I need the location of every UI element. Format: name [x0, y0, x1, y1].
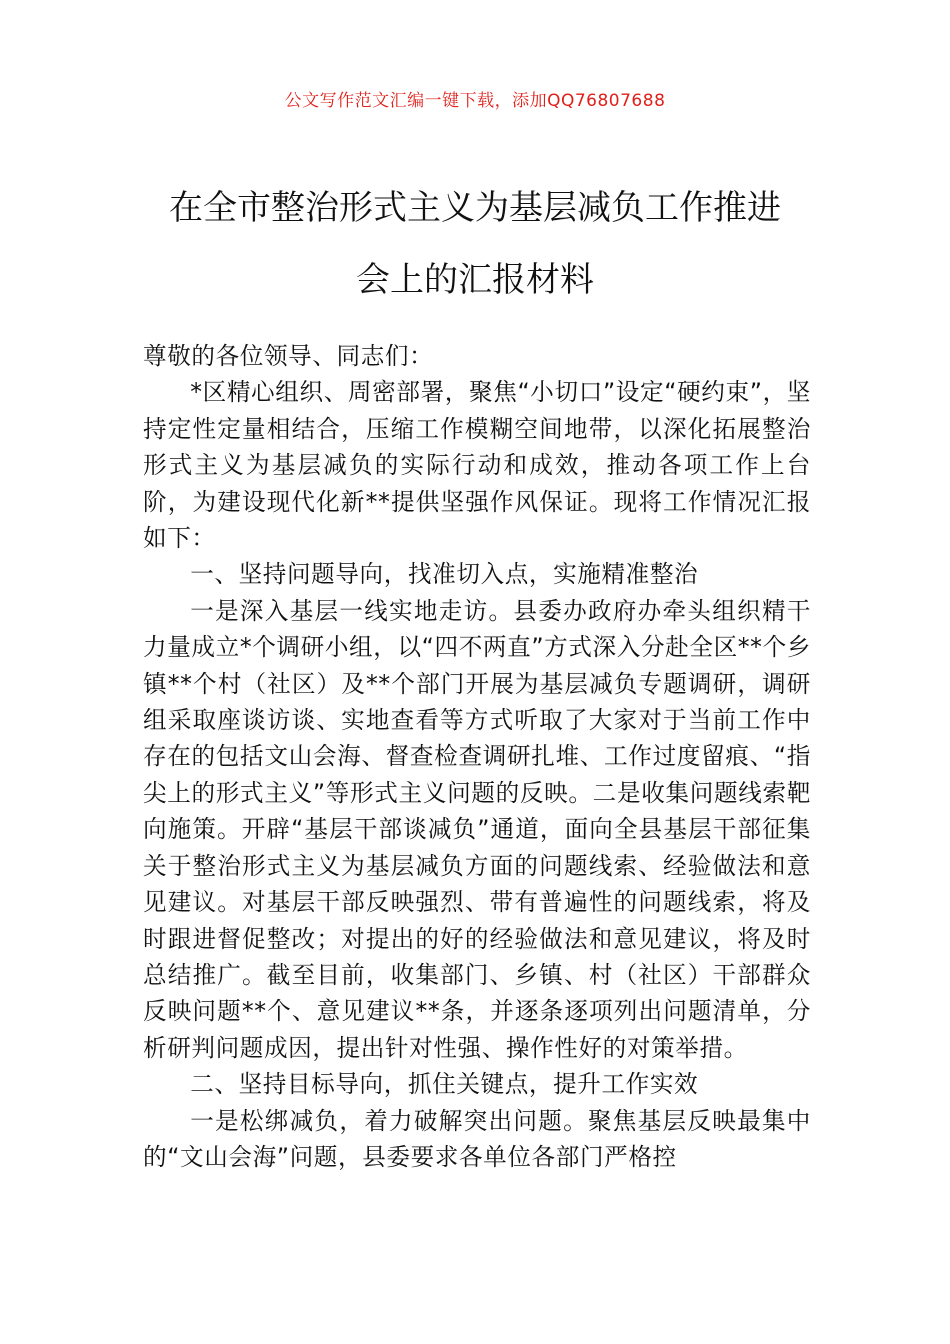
section-heading-2: 二、坚持目标导向，抓住关键点，提升工作实效	[190, 1070, 699, 1099]
section-heading-1: 一、坚持问题导向，找准切入点，实施精准整治	[190, 560, 699, 589]
salutation: 尊敬的各位领导、同志们：	[143, 342, 434, 370]
document-title	[100, 172, 850, 316]
document-body	[143, 338, 811, 1175]
intro-paragraph: *区精心组织、周密部署，聚焦“小切口”设定“硬约束”，坚持定性定量相结合，压缩工作模糊空间地带，以深化拓展整治形式主义为基层减负的实际行动和成效，推动各项工作上台阶，为建设现代化新**提供坚强作风保证。现将工作情况汇报如下：	[143, 378, 811, 553]
title-line-1: 在全市整治形式主义为基层减负工作推进	[169, 188, 781, 228]
title-line-2: 会上的汇报材料	[356, 260, 594, 300]
section-1-paragraph: 一是深入基层一线实地走访。县委办政府办牵头组织精干力量成立*个调研小组，以“四不两直”方式深入分赴全区**个乡镇**个村（社区）及**个部门开展为基层减负专题调研，调研组采取座谈访谈、实地查看等方式听取了大家对于当前工作中存在的包括文山会海、督查检查调研扎堆、工作过度留痕、“指尖上的形式主义”等形式主义问题的反映。二是收集问题线索靶向施策。开辟“基层干部谈减负”通道，面向全县基层干部征集关于整治形式主义为基层减负方面的问题线索、经验做法和意见建议。对基层干部反映强烈、带有普遍性的问题线索，将及时跟进督促整改；对提出的好的经验做法和意见建议，将及时总结推广。截至目前，收集部门、乡镇、村（社区）干部群众反映问题**个、意见建议**条，并逐条逐项列出问题清单，分析研判问题成因，提出针对性强、操作性好的对策举措。	[143, 596, 811, 1062]
section-2-paragraph: 一是松绑减负，着力破解突出问题。聚焦基层反映最集中的“文山会海”问题，县委要求各单位各部门严格控	[143, 1106, 811, 1171]
download-banner: 公文写作范文汇编一键下载，添加QQ76807688	[284, 91, 666, 111]
